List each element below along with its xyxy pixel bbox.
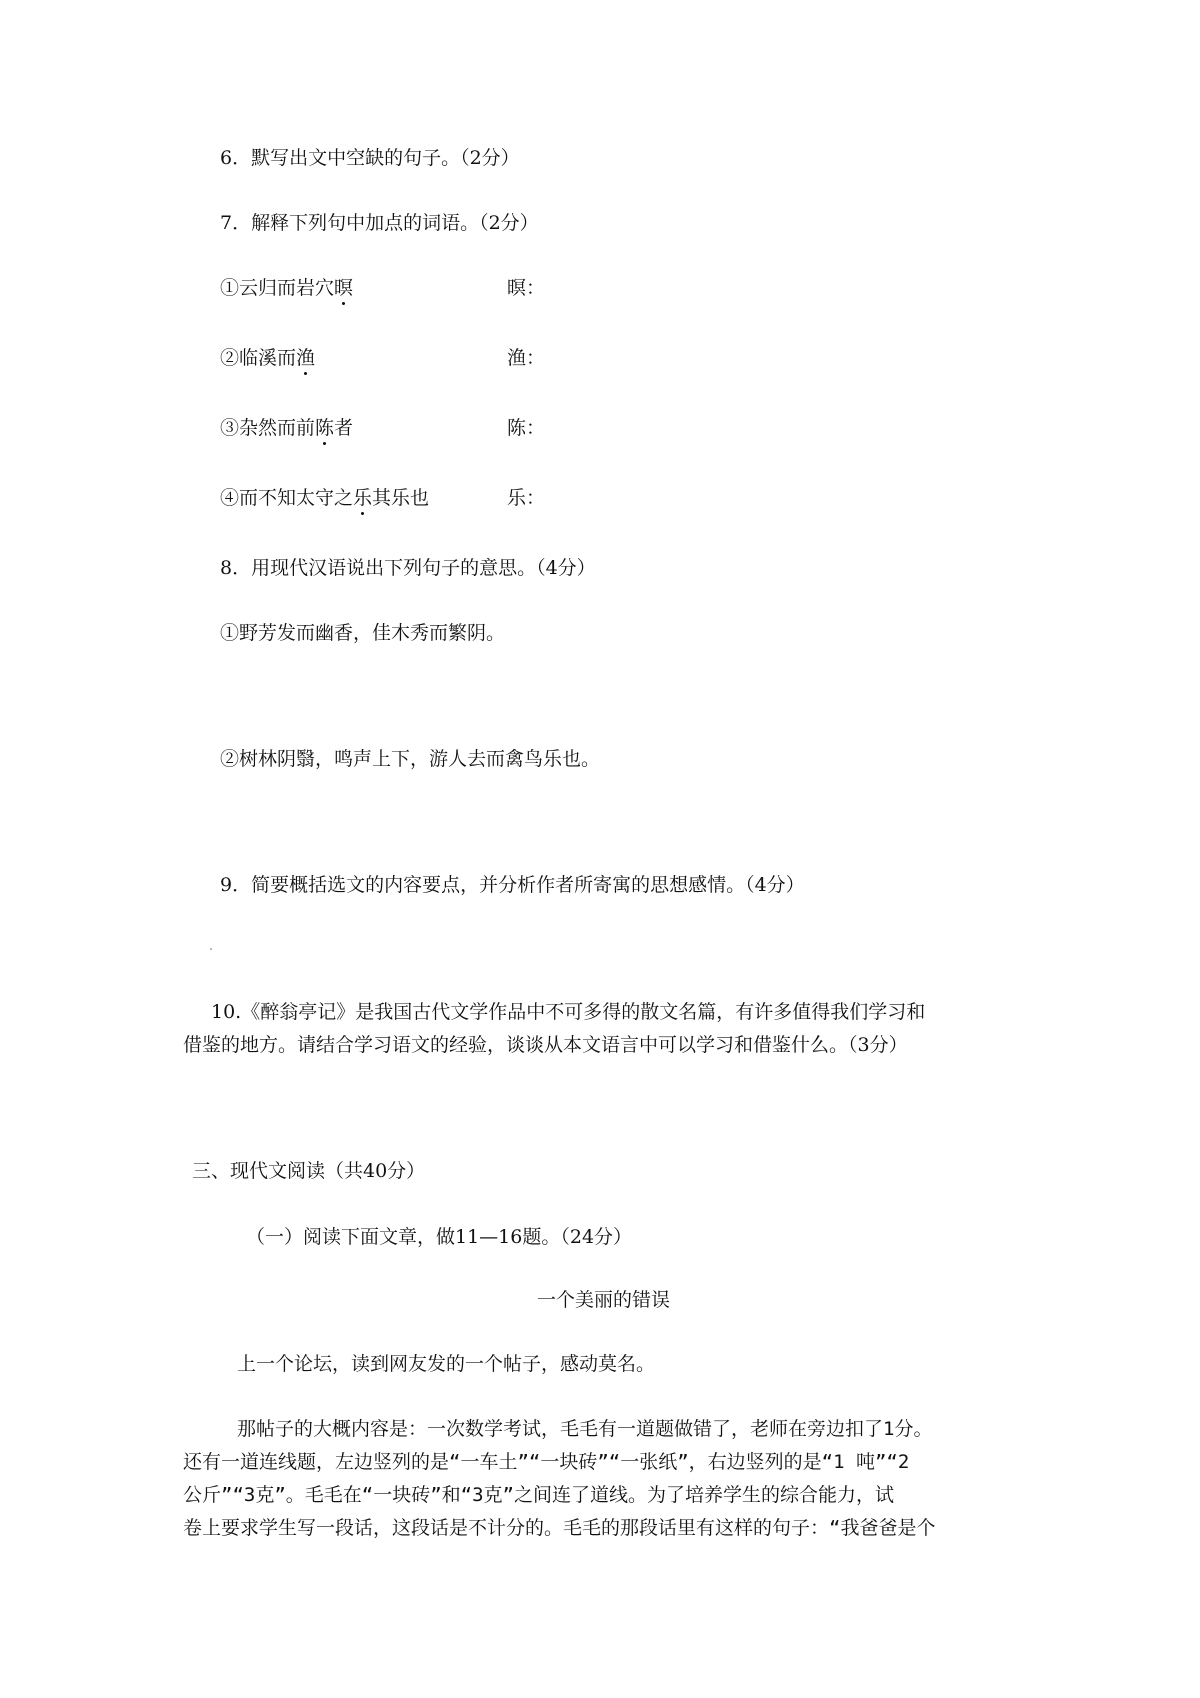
article-paragraph-2-line-1: 那帖子的大概内容是：一次数学考试，毛毛有一道题做错了，老师在旁边扣了1分。 [237,1418,933,1440]
question-10-line-1: 10.《醉翁亭记》是我国古代文学作品中不可多得的散文名篇，有许多值得我们学习和 [211,1001,926,1023]
q8-item-1: ①野芳发而幽香，佳木秀而繁阴。 [220,622,506,644]
q7-item-3-before: ③杂然而前 [220,417,316,439]
q7-item-2-answer-label: 渔： [507,347,546,369]
question-7: 7．解释下列句中加点的词语。（2分） [220,212,539,234]
question-10-line-2: 借鉴的地方。请结合学习语文的经验，谈谈从本文语言中可以学习和借鉴什么。（3分） [183,1034,908,1056]
question-9: 9．简要概括选文的内容要点，并分析作者所寄寓的思想感情。（4分） [220,874,805,896]
section-3-sub-heading: （一）阅读下面文章，做11—16题。（24分） [246,1226,633,1248]
q7-item-3-answer-label: 陈： [507,417,546,439]
q7-item-2-dotted-word: 渔 [296,347,316,369]
question-6: 6．默写出文中空缺的句子。（2分） [220,147,520,169]
q7-item-2 [220,349,315,368]
margin-mark [210,948,212,950]
q7-item-1-answer-label: 暝： [507,277,546,299]
q7-item-3-dotted-word: 陈 [315,417,335,439]
q7-item-1 [220,279,353,298]
q8-item-2: ②树林阴翳，鸣声上下，游人去而禽鸟乐也。 [220,748,601,770]
q7-item-2-before: ②临溪而 [220,347,297,369]
article-paragraph-2-line-2: 还有一道连线题，左边竖列的是“一车土”“一块砖”“一张纸”，右边竖列的是“1 吨”“2 [183,1451,910,1473]
q7-item-4-after: 其乐也 [372,487,430,509]
q7-item-1-dotted-word: 暝 [334,277,354,299]
q7-item-1-before: ①云归而岩穴 [220,277,335,299]
q7-item-3 [220,419,353,438]
article-paragraph-1: 上一个论坛，读到网友发的一个帖子，感动莫名。 [237,1353,656,1375]
section-3-heading: 三、现代文阅读（共40分） [192,1160,426,1182]
q7-item-4 [220,489,429,508]
q7-item-3-after: 者 [334,417,354,439]
q7-item-4-answer-label: 乐： [507,487,546,509]
article-paragraph-2-line-4: 卷上要求学生写一段话，这段话是不计分的。毛毛的那段话里有这样的句子：“我爸爸是个 [183,1517,936,1539]
question-8: 8．用现代汉语说出下列句子的意思。（4分） [220,557,596,579]
q7-item-4-dotted-word: 乐 [353,487,373,509]
q7-item-4-before: ④而不知太守之 [220,487,354,509]
article-paragraph-2-line-3: 公斤”“3克”。毛毛在“一块砖”和“3克”之间连了道线。为了培养学生的综合能力，试 [183,1484,894,1506]
article-title: 一个美丽的错误 [537,1289,671,1311]
